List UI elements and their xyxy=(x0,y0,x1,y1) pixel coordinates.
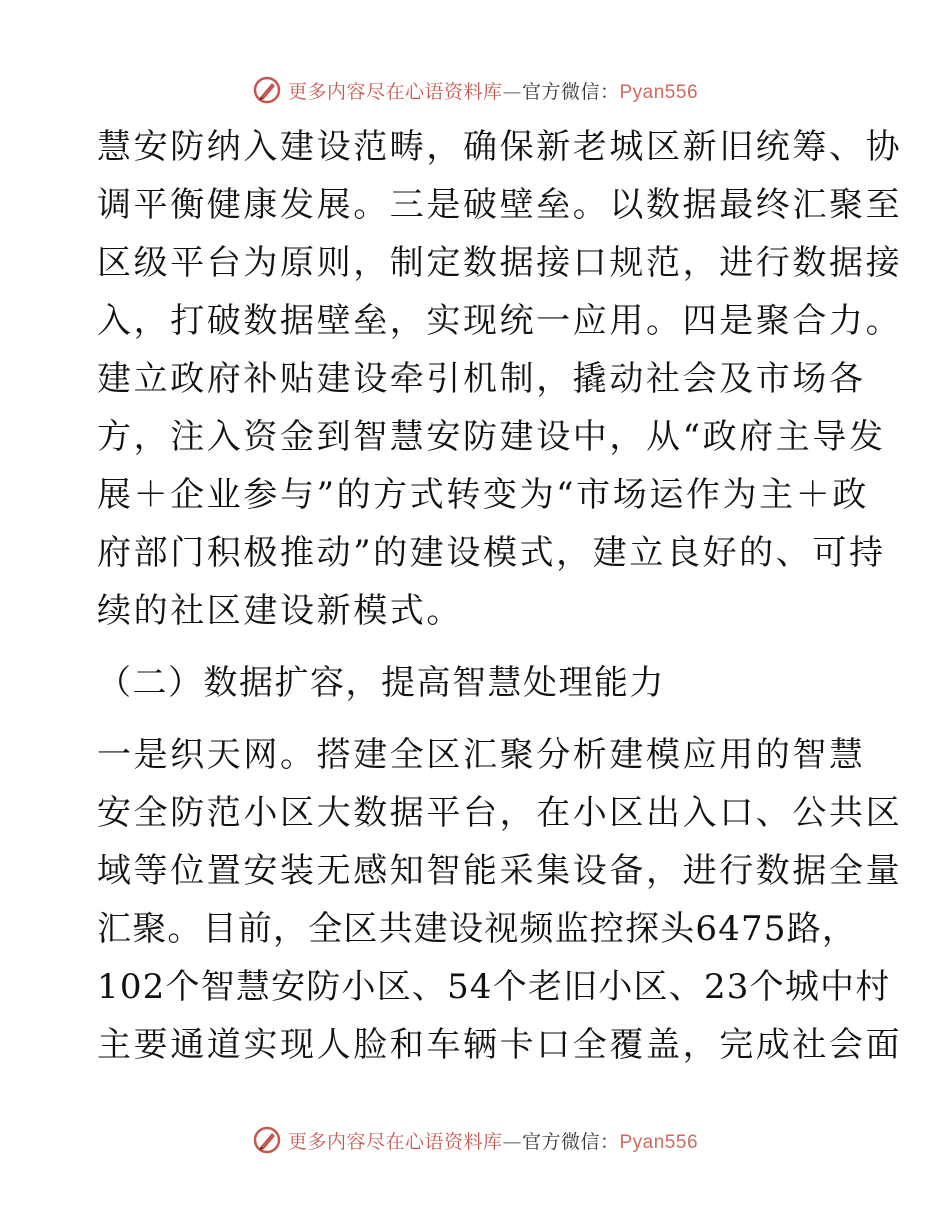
watermark-account: Pyan556 xyxy=(619,1131,699,1153)
watermark-separator: — xyxy=(502,80,522,103)
text-line: 调平衡健康发展。三是破壁垒。以数据最终汇聚至 xyxy=(97,185,903,225)
text-line: 一是织天网。搭建全区汇聚分析建模应用的智慧 xyxy=(97,735,866,775)
section-heading: （二）数据扩容，提高智慧处理能力 xyxy=(97,663,665,703)
watermark-label: 官方微信： xyxy=(521,1130,620,1153)
text-line: 102个智慧安防小区、54个老旧小区、23个城中村 xyxy=(97,967,891,1007)
pen-logo-icon xyxy=(252,75,282,105)
watermark-account: Pyan556 xyxy=(619,81,699,103)
watermark-label: 官方微信： xyxy=(521,80,620,103)
text-line: 区级平台为原则，制定数据接口规范，进行数据接 xyxy=(97,243,903,283)
text-line: 主要通道实现人脸和车辆卡口全覆盖，完成社会面 xyxy=(97,1025,903,1065)
watermark-text xyxy=(288,77,698,104)
text-line: 府部门积极推动”的建设模式，建立良好的、可持 xyxy=(97,533,886,573)
text-line: 慧安防纳入建设范畴，确保新老城区新旧统筹、协 xyxy=(97,127,903,167)
text-line: 续的社区建设新模式。 xyxy=(97,591,463,631)
text-line: 域等位置安装无感知智能采集设备，进行数据全量 xyxy=(97,851,903,891)
text-line: 入，打破数据壁垒，实现统一应用。四是聚合力。 xyxy=(97,301,903,341)
footer-watermark xyxy=(0,1120,950,1160)
text-line: 方，注入资金到智慧安防建设中，从“政府主导发 xyxy=(97,417,886,457)
watermark-separator: — xyxy=(502,1130,522,1153)
watermark-text xyxy=(288,1127,698,1154)
text-line: 建立政府补贴建设牵引机制，撬动社会及市场各 xyxy=(97,359,866,399)
document-body xyxy=(97,118,903,1074)
text-line: 展＋企业参与”的方式转变为“市场运作为主＋政 xyxy=(97,475,869,515)
text-line: 汇聚。目前，全区共建设视频监控探头6475路， xyxy=(97,909,858,949)
pen-logo-icon xyxy=(252,1125,282,1155)
watermark-brand: 更多内容尽在心语资料库 xyxy=(287,1130,503,1153)
text-line: 安全防范小区大数据平台，在小区出入口、公共区 xyxy=(97,793,903,833)
watermark-brand: 更多内容尽在心语资料库 xyxy=(287,80,503,103)
header-watermark xyxy=(0,70,950,110)
